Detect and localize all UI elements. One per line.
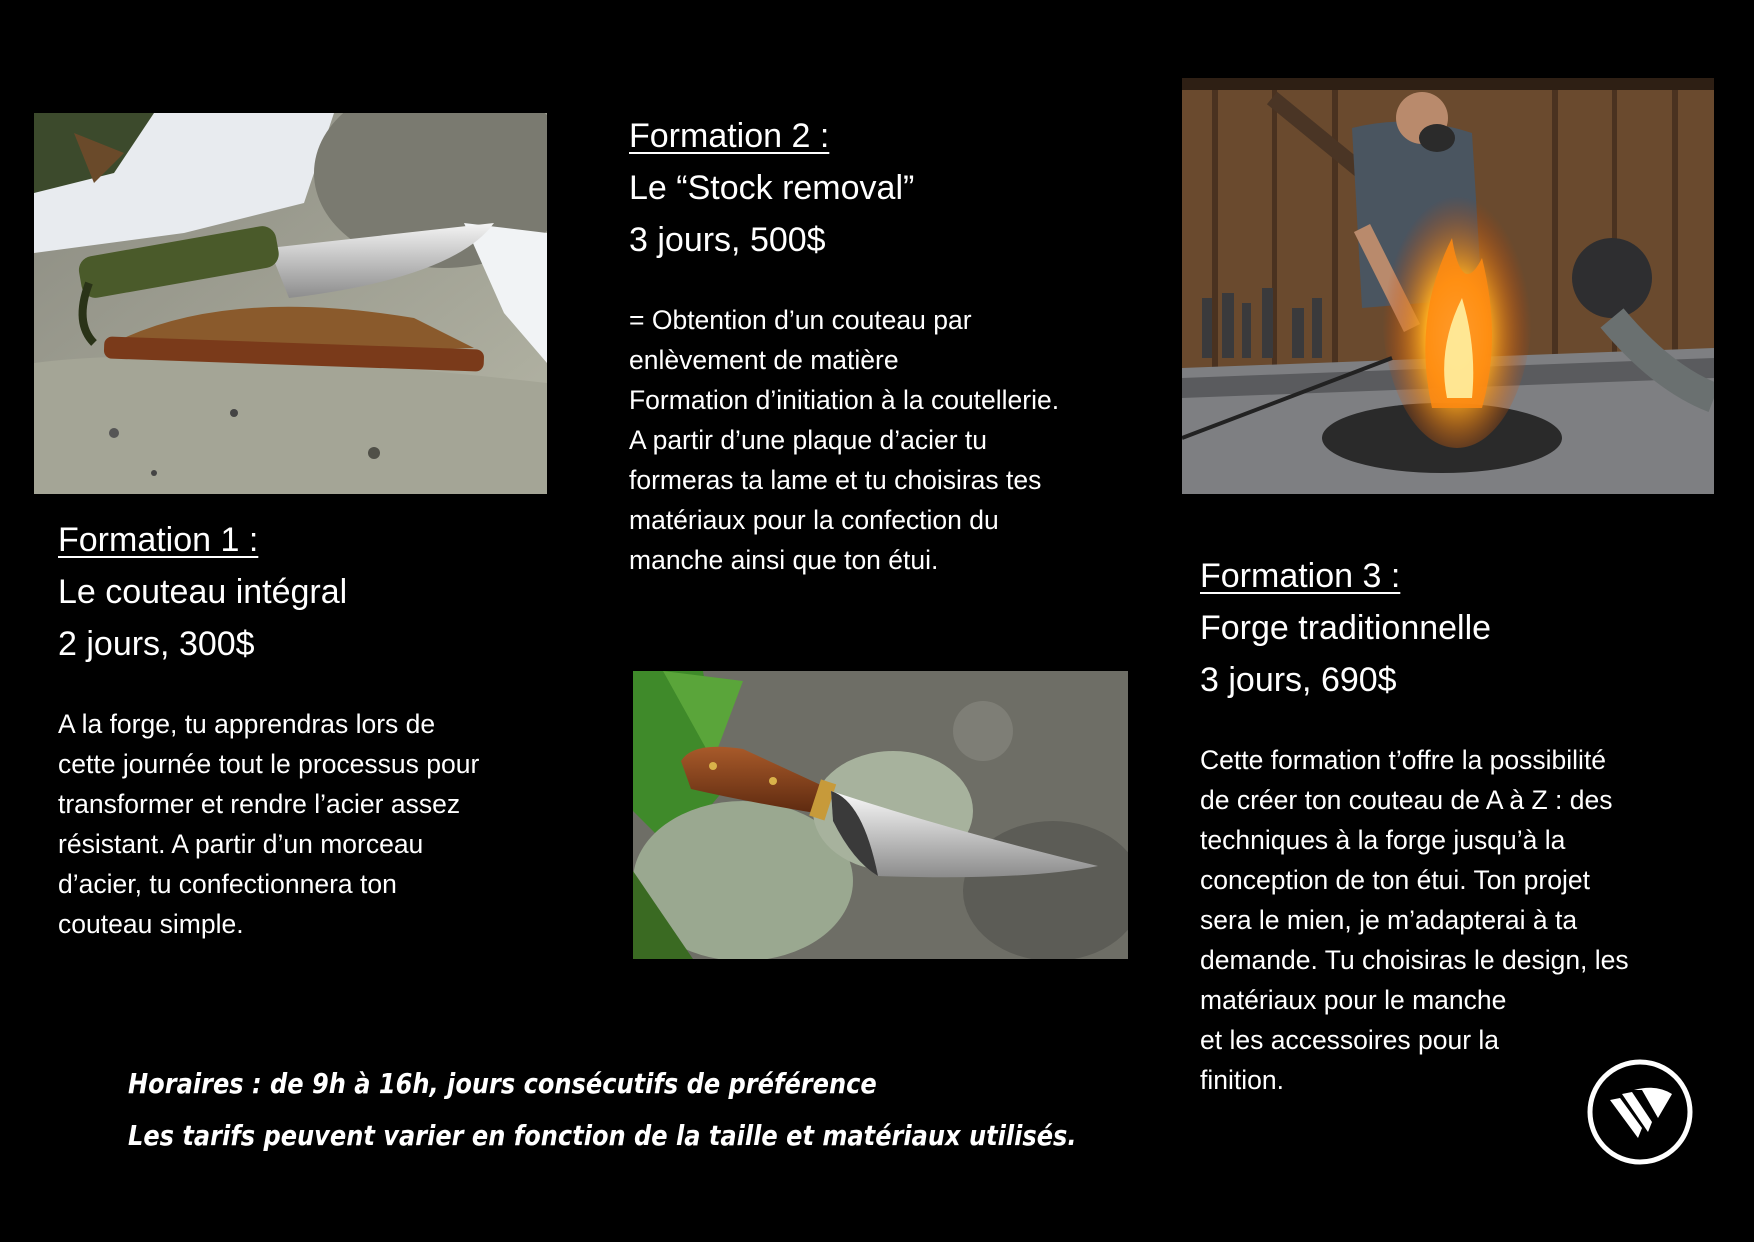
blacksmith-forge-photo [1182,78,1714,494]
formation-1 [58,514,558,944]
schedule-hours: Horaires : de 9h à 16h, jours consécutifs de préférence [128,1067,877,1100]
formation-1-title: Le couteau intégral [58,573,348,611]
pricing-note: Les tarifs peuvent varier en fonction de la taille et matériaux utilisés. [128,1119,1077,1152]
knife-on-rock-photo [34,113,547,494]
formation-2 [629,110,1149,580]
formation-3 [1200,550,1720,1100]
wooden-handle-knife-photo [633,671,1128,959]
formation-3-price: 3 jours, 690$ [1200,661,1397,699]
formation-2-heading: Formation 2 : [629,117,830,155]
formation-2-description: = Obtention d’un couteau par enlèvement de matière Formation d’initiation à la coutellerie. A partir d’une plaque d’acier tu formeras ta lame et tu choisiras tes matériaux pour la confection du manche ainsi que ton étui. [629,305,1060,575]
formation-3-description: Cette formation t’offre la possibilité de créer ton couteau de A à Z : des techniques à la forge jusqu’à la conception de ton étui. Ton projet sera le mien, je m’adapterai à ta demande. Tu choisiras le design, les matériaux pour le manche et les accessoires pour la finition. [1200,745,1629,1095]
formation-1-heading: Formation 1 : [58,521,259,559]
formation-3-title: Forge traditionnelle [1200,609,1492,647]
circle-wing-logo-icon [1586,1058,1694,1166]
formation-3-heading: Formation 3 : [1200,557,1401,595]
schedule-note [128,1058,1077,1162]
formation-1-description: A la forge, tu apprendras lors de cette journée tout le processus pour transformer et rendre l’acier assez résistant. A partir d’un morceau d’acier, tu confectionnera ton couteau simple. [58,709,480,939]
formation-2-price: 3 jours, 500$ [629,221,826,259]
formation-2-title: Le “Stock removal” [629,169,915,207]
formation-1-price: 2 jours, 300$ [58,625,255,663]
